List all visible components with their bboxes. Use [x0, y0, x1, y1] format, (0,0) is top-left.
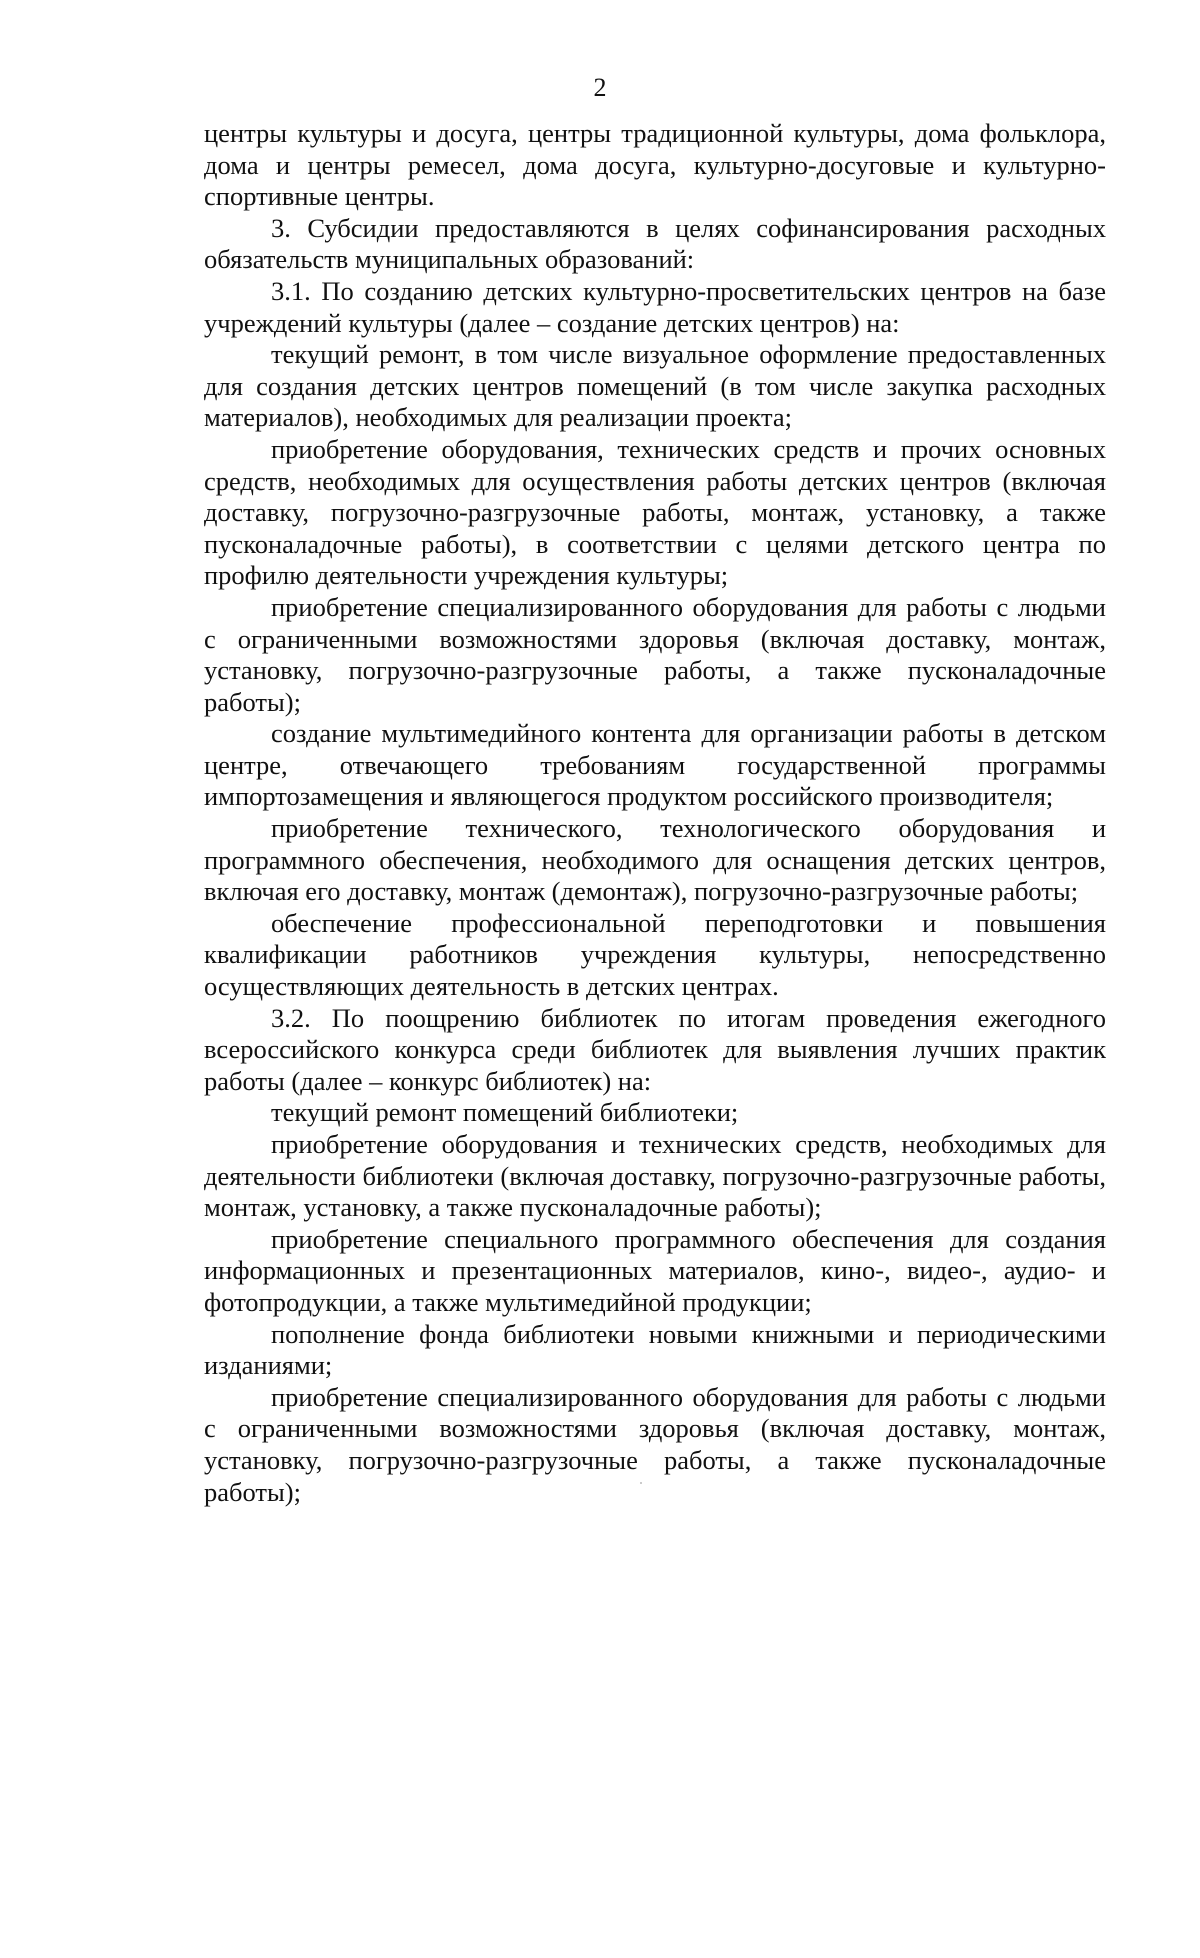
list-item-training: обеспечение профессиональной переподготовки и повышения квалификации работников учреждения культуры, непосредственно осуществляющих деятельность в детских центрах. [204, 907, 1106, 1002]
list-item-library-repair: текущий ремонт помещений библиотеки; [271, 1097, 739, 1128]
list-item-tech-software: приобретение технического, технологического оборудования и программного обеспечения, необходимого для оснащения детских центров, включая его доставку, монтаж (демонтаж), погрузочно-разгрузочные работы; [204, 813, 1106, 907]
list-item-library-software: приобретение специального программного обеспечения для создания информационных и презентационных материалов, кино-, видео-, аудио- и фотопродукции, а также мультимедийной продукции; [204, 1223, 1106, 1317]
paragraph-clause-3: 3. Субсидии предоставляются в целях софинансирования расходных обязательств муниципальных образований: [204, 212, 1106, 275]
paragraph-clause-3-1: 3.1. По созданию детских культурно-просветительских центров на базе учреждений культуры (далее – создание детских центров) на: [204, 275, 1106, 338]
list-item-library-special-equipment: приобретение специализированного оборудования для работы с людьми с ограниченными возможностями здоровья (включая доставку, монтаж, установку, погрузочно-разгрузочные работы, а также пусконаладочные работы); [204, 1381, 1106, 1507]
list-item-repair: текущий ремонт, в том числе визуальное оформление предоставленных для создания детских центров помещений (в том числе закупка расходных материалов), необходимых для реализации проекта; [204, 339, 1106, 433]
list-item-library-fund: пополнение фонда библиотеки новыми книжными и периодическими изданиями; [204, 1318, 1106, 1381]
scan-speck [640, 1482, 642, 1484]
list-item-equipment: приобретение оборудования, технических средств и прочих основных средств, необходимых для осуществления работы детских центров (включая доставку, погрузочно-разгрузочные работы, монтаж, установку, а также пусконаладочные работы), в соответствии с целями детского центра по профилю деятельности учреждения культуры; [204, 433, 1106, 591]
list-item-library-equipment: приобретение оборудования и технических средств, необходимых для деятельности библиотеки (включая доставку, погрузочно-разгрузочные работы, монтаж, установку, а также пусконаладочные работы); [204, 1129, 1106, 1223]
paragraph-continuation: центры культуры и досуга, центры традиционной культуры, дома фольклора, дома и центры ремесел, дома досуга, культурно-досуговые и культурно-спортивные центры. [204, 118, 1106, 212]
list-item-special-equipment: приобретение специализированного оборудования для работы с людьми с ограниченными возможностями здоровья (включая доставку, монтаж, установку, погрузочно-разгрузочные работы, а также пусконаладочные работы); [204, 591, 1106, 717]
document-body [204, 118, 1106, 1508]
list-item-multimedia-content: создание мультимедийного контента для организации работы в детском центре, отвечающего требованиям государственной программы импортозамещения и являющегося продуктом российского производителя; [204, 718, 1106, 812]
paragraph-clause-3-2: 3.2. По поощрению библиотек по итогам проведения ежегодного всероссийского конкурса среди библиотек для выявления лучших практик работы (далее – конкурс библиотек) на: [204, 1002, 1106, 1096]
page-number: 2 [593, 73, 607, 102]
